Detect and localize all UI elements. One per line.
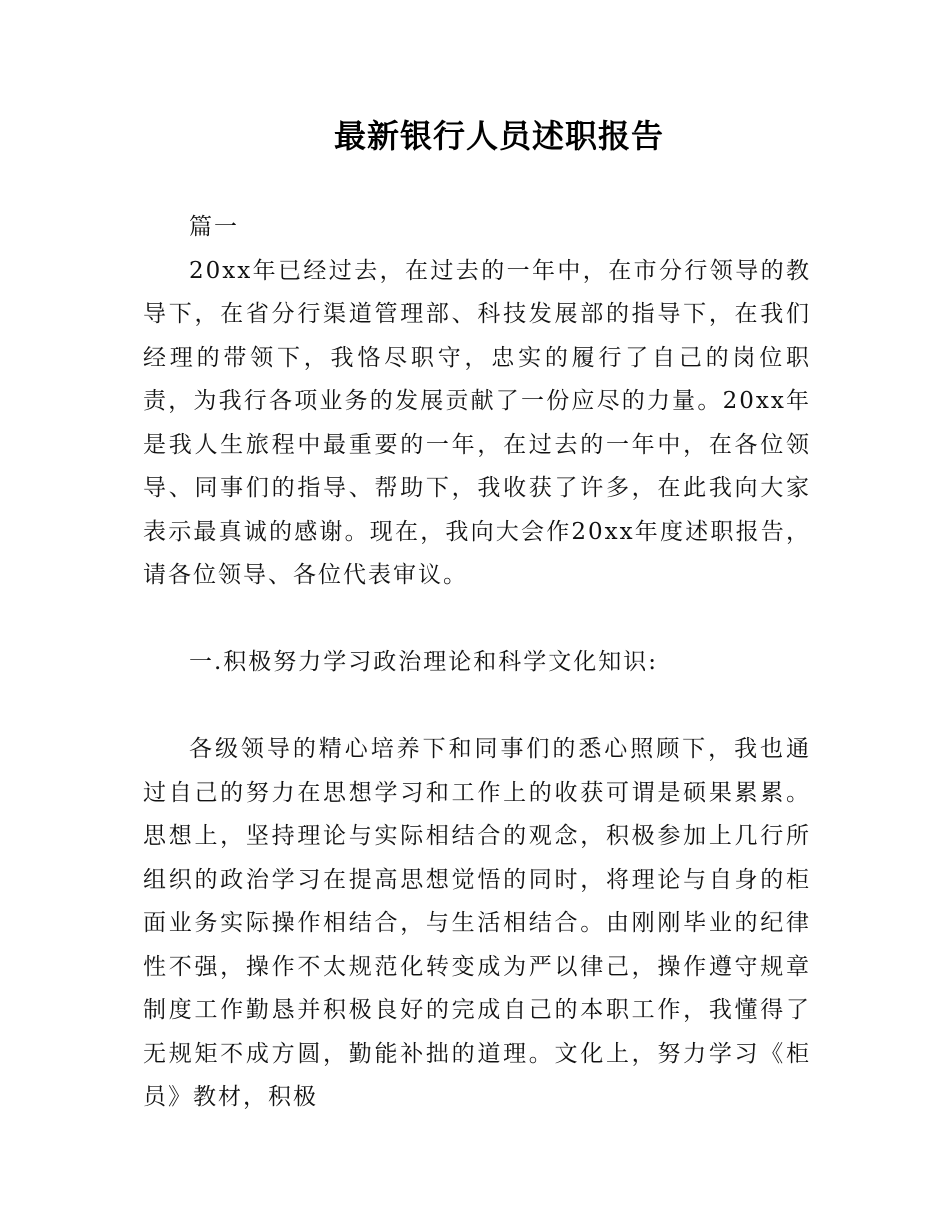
section-heading: 一.积极努力学习政治理论和科学文化知识:: [189, 649, 659, 675]
document-body: [143, 206, 811, 1120]
document-title: 最新银行人员述职报告: [333, 117, 664, 155]
paragraph-study: 各级领导的精心培养下和同事们的悉心照顾下，我也通过自己的努力在思想学习和工作上的收获可谓是硕果累累。思想上，坚持理论与实际相结合的观念，积极参加上几行所组织的政治学习在提高思想觉悟的同时，将理论与自身的柜面业务实际操作相结合，与生活相结合。由刚刚毕业的纪律性不强，操作不太规范化转变成为严以律己，操作遵守规章制度工作勤恳并积极良好的完成自己的本职工作，我懂得了无规矩不成方圆，勤能补拙的道理。文化上，努力学习《柜员》教材，积极: [143, 736, 811, 1110]
section-label: 篇一: [189, 214, 239, 240]
paragraph-intro: 20xx年已经过去，在过去的一年中，在市分行领导的教导下，在省分行渠道管理部、科技发展部的指导下，在我们经理的带领下，我恪尽职守，忠实的履行了自己的岗位职责，为我行各项业务的发展贡献了一份应尽的力量。20xx年是我人生旅程中最重要的一年，在过去的一年中，在各位领导、同事们的指导、帮助下，我收获了许多，在此我向大家表示最真诚的感谢。现在，我向大会作20xx年度述职报告，请各位领导、各位代表审议。: [143, 257, 811, 588]
